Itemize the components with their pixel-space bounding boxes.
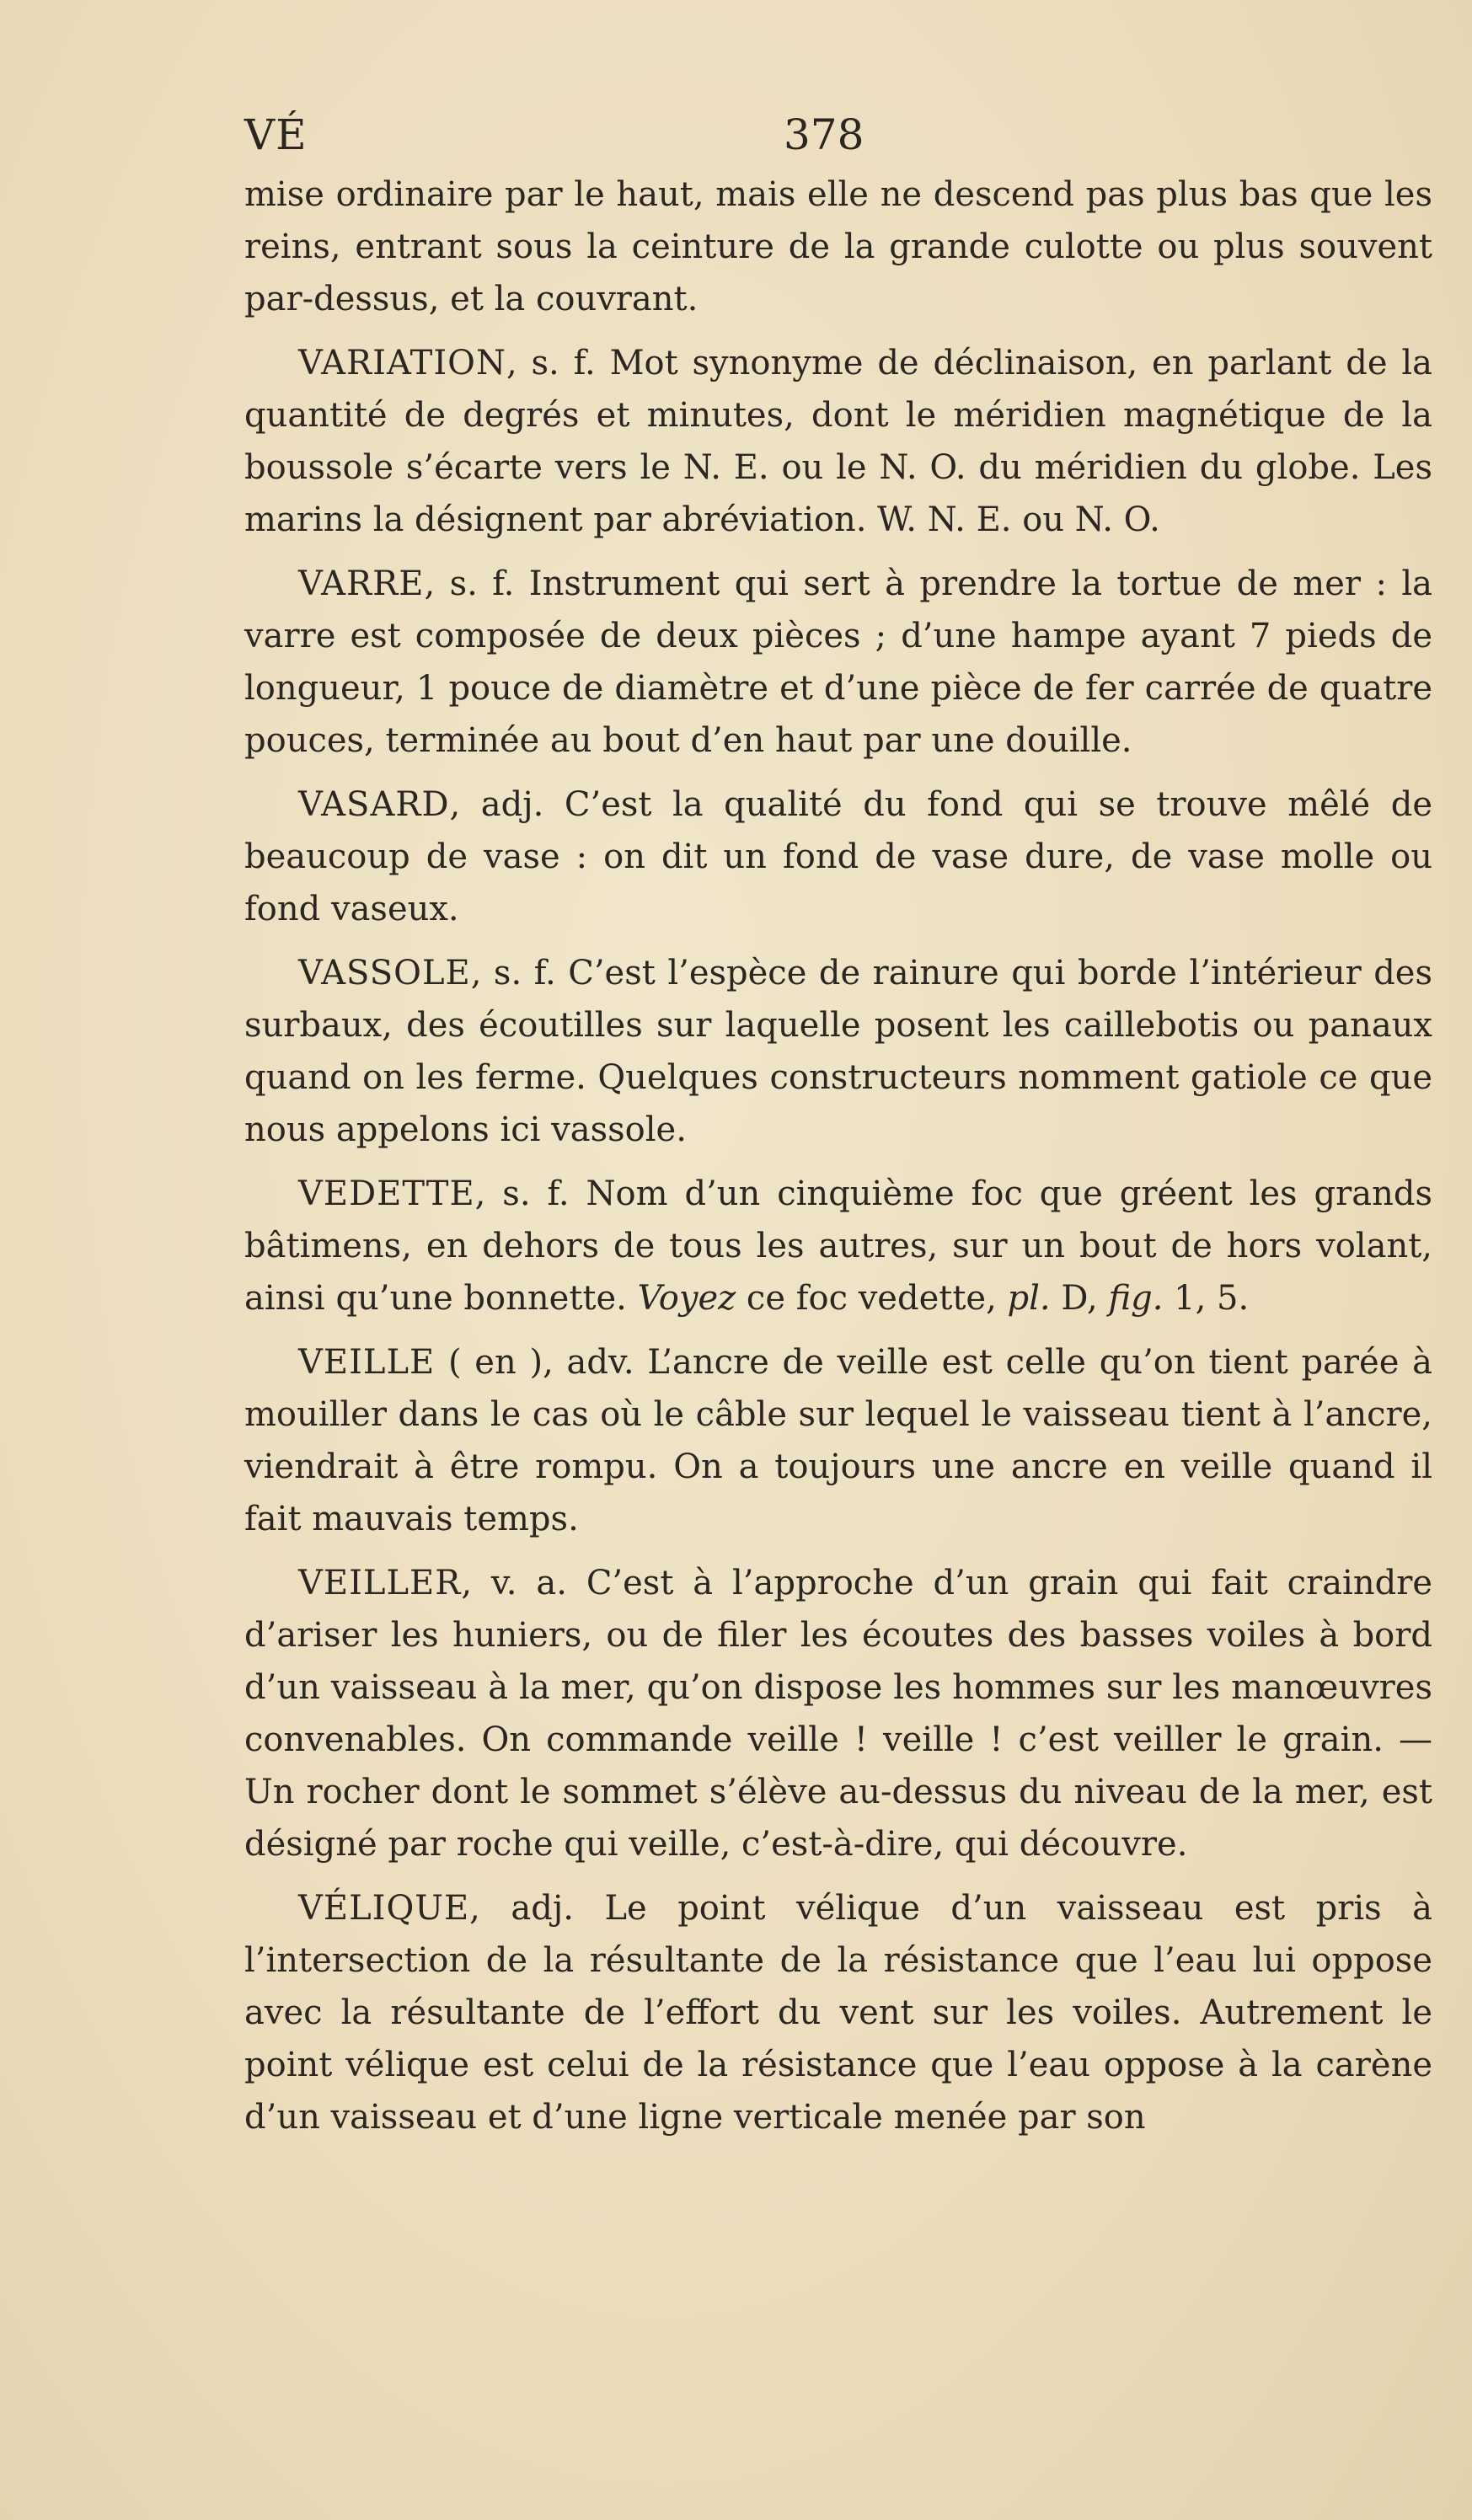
grammar-label: , s. f. — [470, 954, 556, 992]
figure-label: fig. — [1108, 1279, 1164, 1318]
headword: VEDETTE — [298, 1174, 475, 1213]
definition-text: L’ancre de veille est celle qu’on tient parée à mouiller dans le cas où le câble sur lequel le vaisseau tient à l’ancre, viendrait à être rompu. On a toujours une ancre en veille quand il fait mauvais temps. — [244, 1343, 1432, 1538]
entry-veille — [244, 1336, 1432, 1545]
headword: VEILLER — [298, 1564, 462, 1602]
headword: VASSOLE — [298, 954, 471, 992]
page-header — [244, 101, 1424, 169]
headword: VÉLIQUE — [298, 1889, 470, 1928]
headword: VEILLE — [298, 1343, 436, 1382]
plate-label: pl. — [1007, 1279, 1051, 1318]
grammar-label: , s. f. — [474, 1174, 570, 1213]
cross-reference-voyez: Voyez — [637, 1279, 736, 1318]
cross-reference-text: ce foc vedette, — [736, 1279, 1008, 1318]
grammar-label: , s. f. — [424, 564, 515, 603]
entry-vassole — [244, 947, 1432, 1156]
figure-text: 1, 5. — [1163, 1279, 1250, 1318]
grammar-label: , adj. — [469, 1889, 574, 1928]
headword: VARRE — [298, 564, 425, 603]
entry-variation — [244, 337, 1432, 546]
page-body — [244, 169, 1432, 2155]
definition-text: Instrument qui sert à prendre la tortue de mer : la varre est composée de deux pièces ; d’une hampe ayant 7 pieds de longueur, 1 pouce de diamètre et d’une pièce de fer carrée de quatre pouces, terminée au bout d’en haut par une douille. — [244, 564, 1432, 760]
entry-vedette — [244, 1168, 1432, 1324]
entry-varre — [244, 558, 1432, 767]
grammar-label: , adj. — [449, 785, 544, 824]
definition-text: Mot synonyme de déclinaison, en parlant de la quantité de degrés et minutes, dont le méridien magnétique de la boussole s’écarte vers le N. E. ou le N. O. du méridien du globe. Les marins la désignent par abréviation. W. N. E. ou N. O. — [244, 344, 1433, 539]
definition-text: C’est l’espèce de rainure qui borde l’intérieur des surbaux, des écoutilles sur laquelle posent les caillebotis ou panaux quand on les ferme. Quelques constructeurs nomment gatiole ce que nous appelons ici vassole. — [244, 954, 1432, 1149]
grammar-label: , v. a. — [461, 1564, 567, 1602]
page-number: 378 — [784, 110, 864, 159]
entry-veiller — [244, 1557, 1432, 1870]
headword: VARIATION — [298, 344, 506, 383]
continuation-paragraph: mise ordinaire par le haut, mais elle ne descend pas plus bas que les reins, entrant sous la ceinture de la grande culotte ou plus souvent par-dessus, et la couvrant. — [244, 175, 1432, 318]
headword: VASARD — [298, 785, 450, 824]
entry-vasard — [244, 778, 1432, 935]
definition-text: Nom d’un cinquième foc que gréent les grands bâtimens, en dehors de tous les autres, sur un bout de hors volant, ainsi qu’une bonnette. — [244, 1174, 1432, 1318]
plate-text: D, — [1050, 1279, 1109, 1318]
entry-velique — [244, 1882, 1432, 2143]
definition-text: C’est à l’approche d’un grain qui fait craindre d’ariser les huniers, ou de filer les écoutes des basses voiles à bord d’un vaisseau à la mer, qu’on dispose les hommes sur les manœuvres convenables. On commande veille ! veille ! c’est veiller le grain. — Un rocher dont le sommet s’élève au-dessus du niveau de la mer, est désigné par roche qui veille, c’est-à-dire, qui découvre. — [244, 1564, 1432, 1864]
grammar-label: , s. f. — [506, 344, 596, 383]
grammar-label: ( en ), adv. — [435, 1343, 634, 1382]
definition-text: Le point vélique d’un vaisseau est pris à l’intersection de la résultante de la résistance que l’eau lui oppose avec la résultante de l’effort du vent sur les voiles. Autrement le point vélique est celui de la résistance que l’eau oppose à la carène d’un vaisseau et d’une ligne verticale menée par son — [244, 1889, 1433, 2137]
running-head: VÉ — [244, 110, 308, 159]
definition-text: C’est la qualité du fond qui se trouve mêlé de beaucoup de vase : on dit un fond de vase dure, de vase molle ou fond vaseux. — [244, 785, 1433, 928]
